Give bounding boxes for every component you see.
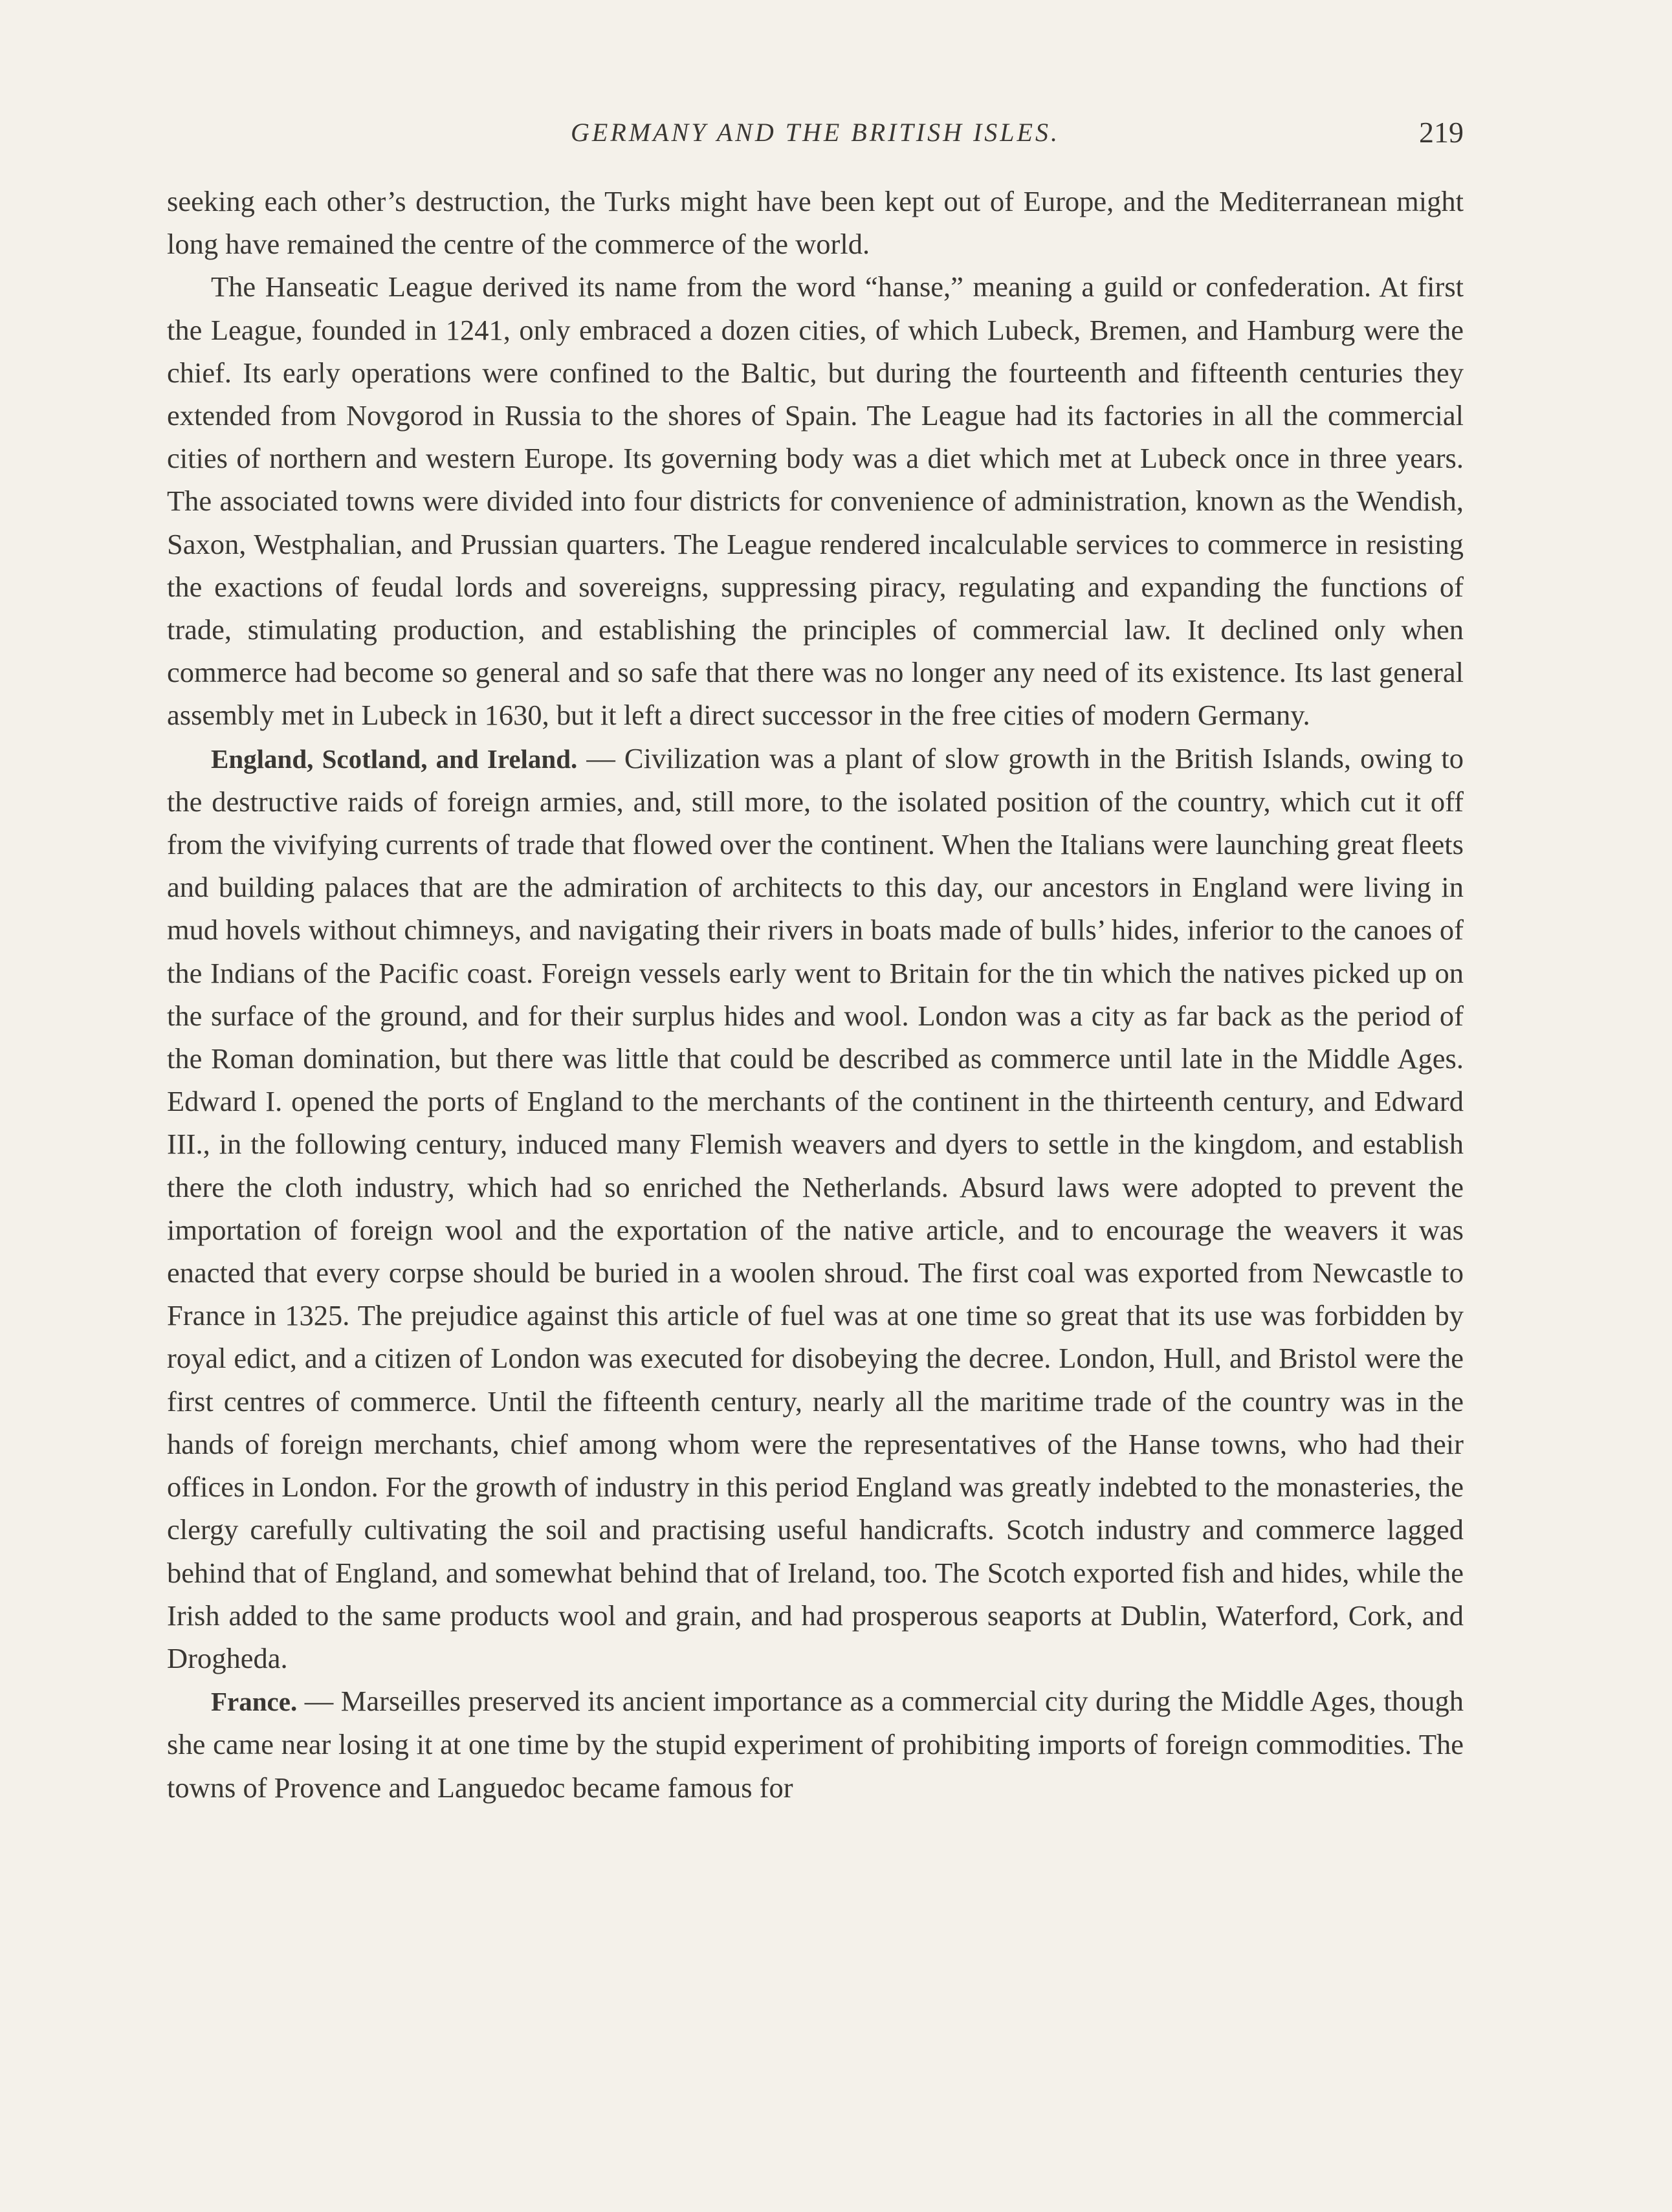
paragraph-continued <box>167 180 1464 265</box>
section-heading: France. <box>211 1687 298 1717</box>
page-number: 219 <box>1419 116 1464 149</box>
paragraph-hanseatic-league <box>167 265 1464 736</box>
running-title: GERMANY AND THE BRITISH ISLES. <box>571 118 1060 147</box>
running-head <box>167 110 1464 155</box>
paragraph-text: seeking each other’s destruction, the Turks might have been kept out of Europe, and the Mediterranean might long have remained the centre of the commerce of the world. <box>167 185 1464 261</box>
body-text <box>167 180 1464 1809</box>
paragraph-england-scotland-ireland <box>167 737 1464 1680</box>
paragraph-text: The Hanseatic League derived its name from the word “hanse,” meaning a guild or confederation. At first the League, founded in 1241, only embraced a dozen cities, of which Lubeck, Bremen, and Hamburg were the chief. Its early operations were confined to the Baltic, but during the fourteenth and fifteenth centuries they extended from Novgorod in Russia to the shores of Spain. The League had its factories in all the commercial cities of northern and western Europe. Its governing body was a diet which met at Lubeck once in three years. The associated towns were divided into four districts for convenience of administration, known as the Wendish, Saxon, Westphalian, and Prussian quarters. The League rendered incalculable services to commerce in resisting the exactions of feudal lords and sovereigns, suppressing piracy, regulating and expanding the functions of trade, stimulating production, and establishing the principles of commercial law. It declined only when commerce had become so general and so safe that there was no longer any need of its existence. Its last general assembly met in Lubeck in 1630, but it left a direct successor in the free cities of modern Germany. <box>167 270 1464 732</box>
section-heading: England, Scotland, and Ireland. <box>211 743 578 774</box>
paragraph-france <box>167 1680 1464 1809</box>
paragraph-text: — Civilization was a plant of slow growth in the British Islands, owing to the destructive raids of foreign armies, and, still more, to the isolated position of the country, which cut it off from the vivifying currents of trade that flowed over the continent. When the Italians were launching great fleets and building palaces that are the admiration of architects to this day, our ancestors in England were living in mud hovels without chimneys, and navigating their rivers in boats made of bulls’ hides, inferior to the canoes of the Indians of the Pacific coast. Foreign vessels early went to Britain for the tin which the natives picked up on the surface of the ground, and for their surplus hides and wool. London was a city as far back as the period of the Roman domination, but there was little that could be described as commerce until late in the Middle Ages. Edward I. opened the ports of England to the merchants of the continent in the thirteenth century, and Edward III., in the following century, induced many Flemish weavers and dyers to settle in the kingdom, and establish there the cloth industry, which had so enriched the Netherlands. Absurd laws were adopted to prevent the importation of foreign wool and the exportation of the native article, and to encourage the weavers it was enacted that every corpse should be buried in a woolen shroud. The first coal was exported from Newcastle to France in 1325. The prejudice against this article of fuel was at one time so great that its use was forbidden by royal edict, and a citizen of London was executed for disobeying the decree. London, Hull, and Bristol were the first centres of commerce. Until the fifteenth century, nearly all the maritime trade of the country was in the hands of foreign merchants, chief among whom were the representatives of the Hanse towns, who had their offices in London. For the growth of industry in this period England was greatly indebted to the monasteries, the clergy carefully cultivating the soil and practising useful handicrafts. Scotch industry and commerce lagged behind that of England, and somewhat behind that of Ireland, too. The Scotch exported fish and hides, while the Irish added to the same products wool and grain, and had prosperous seaports at Dublin, Waterford, Cork, and Drogheda. <box>167 741 1464 1674</box>
paragraph-text: — Marseilles preserved its ancient importance as a commercial city during the Middle Ages, though she came near losing it at one time by the stupid experiment of prohibiting imports of foreign commodities. The towns of Provence and Languedoc became famous for <box>167 1685 1464 1804</box>
